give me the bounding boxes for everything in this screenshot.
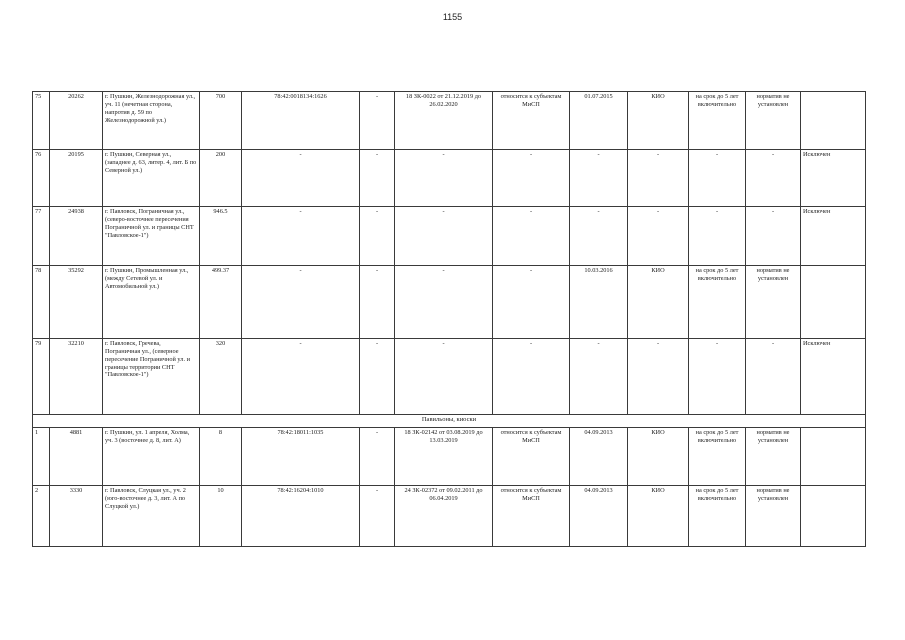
permit-cell: - bbox=[395, 266, 493, 339]
object-id: 20195 bbox=[50, 150, 103, 207]
date-cell: 10.03.2016 bbox=[570, 266, 628, 339]
area-cell: 200 bbox=[200, 150, 242, 207]
status-cell: относится к субъектам МиСП bbox=[493, 486, 570, 547]
cadastral-number: 78:42:16204:1010 bbox=[242, 486, 360, 547]
status-cell: относится к субъектам МиСП bbox=[493, 92, 570, 150]
address-cell: г. Павловск, Слуцкая ул., уч. 2 (юго-восточнее д. 3, лит. А по Слуцкой ул.) bbox=[103, 486, 200, 547]
permit-cell: 24 ЗК-02372 от 09.02.2011 до 06.04.2019 bbox=[395, 486, 493, 547]
table-row bbox=[33, 486, 866, 547]
area-cell: 946.5 bbox=[200, 207, 242, 266]
norm-cell: норматив не установлен bbox=[746, 486, 801, 547]
column-6: - bbox=[360, 266, 395, 339]
table-row bbox=[33, 92, 866, 150]
cadastral-number: - bbox=[242, 150, 360, 207]
cadastral-number: 78:42:18011:1035 bbox=[242, 428, 360, 486]
object-id: 3330 bbox=[50, 486, 103, 547]
norm-cell: норматив не установлен bbox=[746, 92, 801, 150]
organization-cell: - bbox=[628, 150, 689, 207]
row-number: 79 bbox=[33, 339, 50, 415]
cadastral-number: - bbox=[242, 207, 360, 266]
row-number: 78 bbox=[33, 266, 50, 339]
address-cell: г. Пушкин, Северная ул., (западнее д. 63, литер. 4, лит. Б по Северной ул.) bbox=[103, 150, 200, 207]
address-cell: г. Пушкин, ул. 1 апреля, Холма, уч. 3 (восточнее д. 8, лит. А) bbox=[103, 428, 200, 486]
cadastral-number: - bbox=[242, 339, 360, 415]
address-cell: г. Павловск, Пограничная ул., (северо-восточнее пересечения Пограничной ул. и границы СНТ "Павловское-1") bbox=[103, 207, 200, 266]
date-cell: - bbox=[570, 150, 628, 207]
term-cell: на срок до 5 лет включительно bbox=[689, 486, 746, 547]
status-cell: - bbox=[493, 207, 570, 266]
column-6: - bbox=[360, 150, 395, 207]
object-id: 32210 bbox=[50, 339, 103, 415]
area-cell: 499.37 bbox=[200, 266, 242, 339]
column-6: - bbox=[360, 486, 395, 547]
note-cell: Исключен bbox=[801, 207, 866, 266]
section-row bbox=[33, 415, 866, 428]
object-id: 35292 bbox=[50, 266, 103, 339]
column-6: - bbox=[360, 207, 395, 266]
table-row bbox=[33, 428, 866, 486]
note-cell bbox=[801, 92, 866, 150]
table-row bbox=[33, 150, 866, 207]
term-cell: на срок до 5 лет включительно bbox=[689, 92, 746, 150]
column-6: - bbox=[360, 428, 395, 486]
cadastral-number: 78:42:0018134:1626 bbox=[242, 92, 360, 150]
organization-cell: - bbox=[628, 339, 689, 415]
address-cell: г. Павловск, Гречева, Пограничная ул., (северное пересечение Пограничной ул. и границы территории СНТ "Павловское-1") bbox=[103, 339, 200, 415]
date-cell: 04.09.2013 bbox=[570, 486, 628, 547]
area-cell: 8 bbox=[200, 428, 242, 486]
address-cell: г. Пушкин, Железнодорожная ул., уч. 11 (нечетная сторона, напротив д. 59 по Железнодорожной ул.) bbox=[103, 92, 200, 150]
norm-cell: - bbox=[746, 339, 801, 415]
organization-cell: КИО bbox=[628, 92, 689, 150]
term-cell: - bbox=[689, 207, 746, 266]
table-row bbox=[33, 266, 866, 339]
organization-cell: КИО bbox=[628, 486, 689, 547]
row-number: 75 bbox=[33, 92, 50, 150]
object-id: 4881 bbox=[50, 428, 103, 486]
table-row bbox=[33, 207, 866, 266]
note-cell bbox=[801, 486, 866, 547]
column-6: - bbox=[360, 92, 395, 150]
term-cell: - bbox=[689, 150, 746, 207]
row-number: 76 bbox=[33, 150, 50, 207]
row-number: 2 bbox=[33, 486, 50, 547]
registry-table bbox=[32, 91, 866, 547]
status-cell: - bbox=[493, 266, 570, 339]
section-title: Павильоны, киоски bbox=[33, 415, 866, 428]
table-row bbox=[33, 339, 866, 415]
date-cell: - bbox=[570, 339, 628, 415]
status-cell: - bbox=[493, 150, 570, 207]
permit-cell: - bbox=[395, 150, 493, 207]
column-6: - bbox=[360, 339, 395, 415]
note-cell: Исключен bbox=[801, 150, 866, 207]
norm-cell: норматив не установлен bbox=[746, 428, 801, 486]
row-number: 1 bbox=[33, 428, 50, 486]
area-cell: 320 bbox=[200, 339, 242, 415]
permit-cell: 18 ЗК-0022 от 21.12.2019 до 26.02.2020 bbox=[395, 92, 493, 150]
area-cell: 700 bbox=[200, 92, 242, 150]
norm-cell: норматив не установлен bbox=[746, 266, 801, 339]
term-cell: на срок до 5 лет включительно bbox=[689, 428, 746, 486]
note-cell: Исключен bbox=[801, 339, 866, 415]
organization-cell: - bbox=[628, 207, 689, 266]
term-cell: на срок до 5 лет включительно bbox=[689, 266, 746, 339]
date-cell: 01.07.2015 bbox=[570, 92, 628, 150]
area-cell: 10 bbox=[200, 486, 242, 547]
row-number: 77 bbox=[33, 207, 50, 266]
norm-cell: - bbox=[746, 150, 801, 207]
status-cell: - bbox=[493, 339, 570, 415]
organization-cell: КИО bbox=[628, 428, 689, 486]
term-cell: - bbox=[689, 339, 746, 415]
organization-cell: КИО bbox=[628, 266, 689, 339]
norm-cell: - bbox=[746, 207, 801, 266]
permit-cell: 18 ЗК-02142 от 03.08.2019 до 13.03.2019 bbox=[395, 428, 493, 486]
object-id: 24938 bbox=[50, 207, 103, 266]
cadastral-number: - bbox=[242, 266, 360, 339]
page-number: 1155 bbox=[442, 12, 463, 22]
permit-cell: - bbox=[395, 207, 493, 266]
permit-cell: - bbox=[395, 339, 493, 415]
address-cell: г. Пушкин, Промышленная ул., (между Сетевой ул. и Автомобильной ул.) bbox=[103, 266, 200, 339]
status-cell: относится к субъектам МиСП bbox=[493, 428, 570, 486]
note-cell bbox=[801, 266, 866, 339]
note-cell bbox=[801, 428, 866, 486]
date-cell: - bbox=[570, 207, 628, 266]
date-cell: 04.09.2013 bbox=[570, 428, 628, 486]
object-id: 20262 bbox=[50, 92, 103, 150]
